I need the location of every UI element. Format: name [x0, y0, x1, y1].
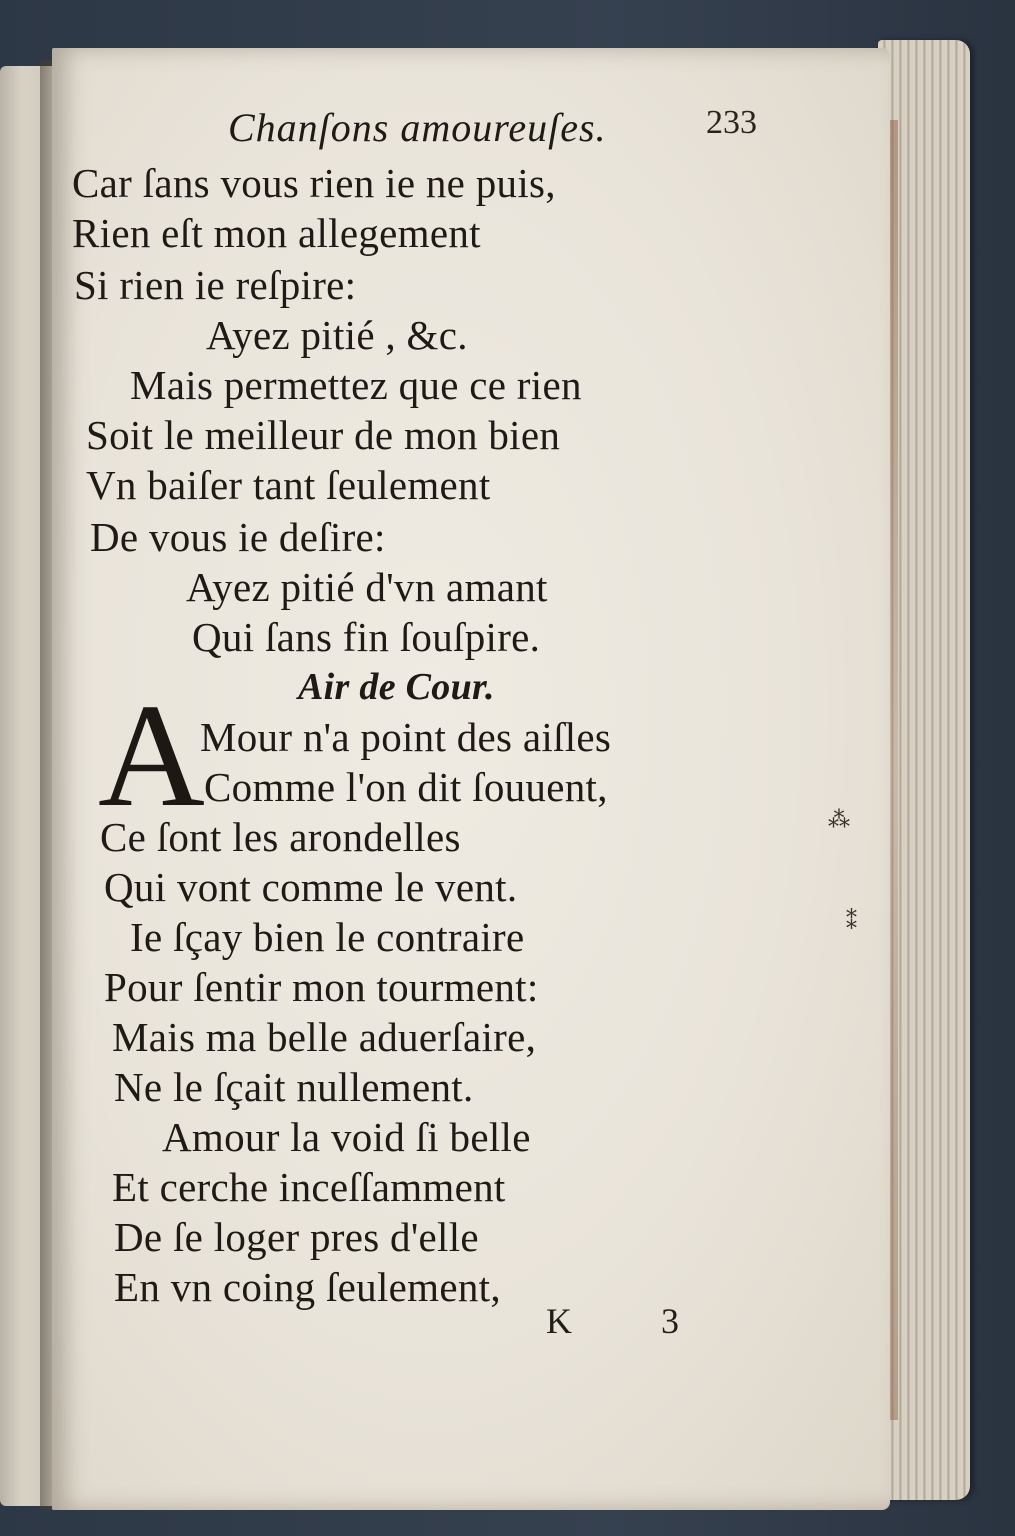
signature-mark: K 3 [546, 1301, 719, 1341]
verse-line: Et cerche inceſſamment [112, 1164, 506, 1210]
text-line: Soit le meilleur de mon bien [86, 412, 561, 458]
verse-line: En vn coing ſeulement, [114, 1264, 501, 1310]
text-line: Car ſans vous rien ie ne puis, [72, 160, 556, 206]
section-heading: Air de Cour. [298, 666, 495, 708]
verse-line: De ſe loger pres d'elle [114, 1214, 479, 1260]
text-line: Si rien ie reſpire: [74, 262, 357, 308]
text-line: Qui ſans fin ſouſpire. [192, 614, 541, 660]
verse-line: Qui vont comme le vent. [104, 864, 518, 910]
text-line: Vn baiſer tant ſeulement [86, 462, 491, 508]
running-title: Chanſons amoureuſes. [228, 105, 607, 150]
verse-line: Ne le ſçait nullement. [114, 1064, 474, 1110]
paper-blemish-icon: ⁂ [828, 808, 850, 833]
verse-line: Mour n'a point des aiſles [200, 714, 612, 760]
verse-line: Ce ſont les arondelles [100, 814, 461, 860]
verse-line: Ie ſçay bien le contraire [130, 914, 525, 960]
verse-line: Pour ſentir mon tourment: [104, 964, 539, 1010]
paper-blemish-icon: ⁑ [846, 910, 857, 935]
text-line: Ayez pitié d'vn amant [186, 564, 548, 610]
verse-line: Amour la void ſi belle [162, 1114, 531, 1160]
verse-line: Comme l'on dit ſouuent, [204, 764, 608, 810]
page-number: 233 [706, 104, 757, 141]
text-line: Rien eſt mon allegement [72, 210, 481, 256]
drop-cap: A [98, 674, 205, 838]
text-line: De vous ie deſire: [90, 514, 386, 560]
text-line: Ayez pitié , &c. [206, 312, 468, 358]
verse-line: Mais ma belle aduerſaire, [112, 1014, 537, 1060]
text-line: Mais permettez que ce rien [130, 362, 582, 408]
